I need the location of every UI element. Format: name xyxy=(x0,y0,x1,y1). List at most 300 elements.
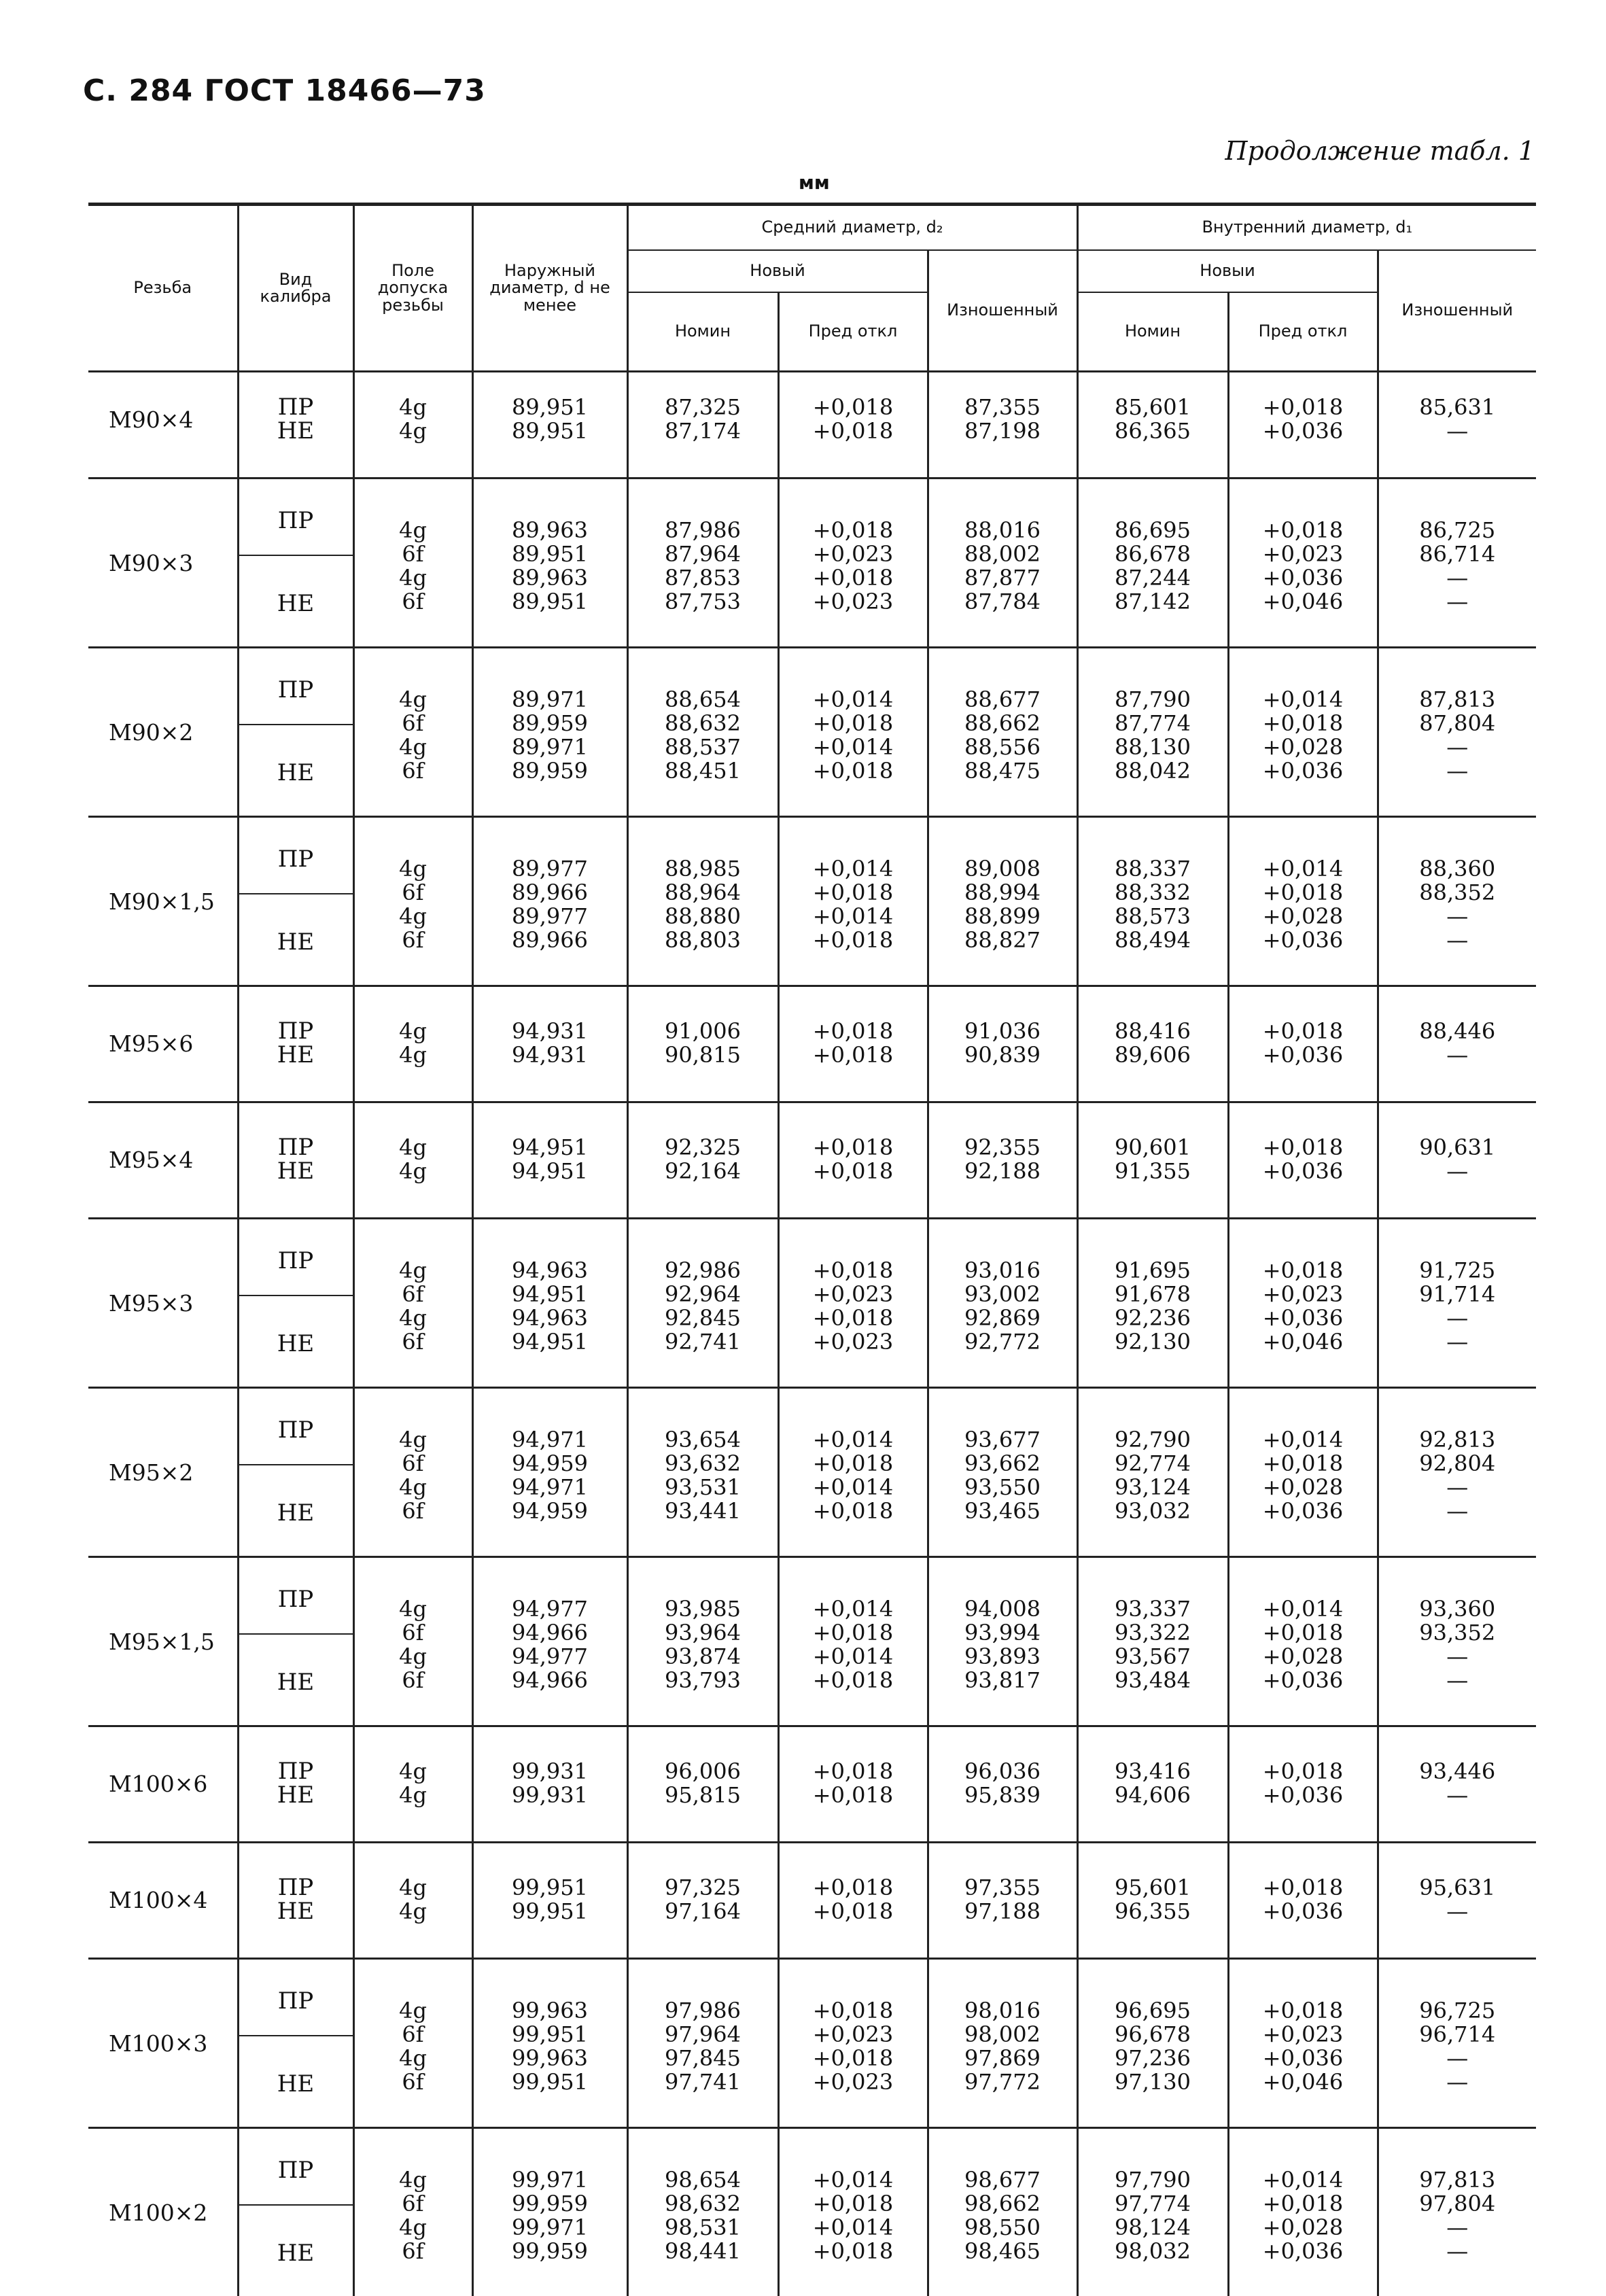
inner-nominal-value: 93,337 xyxy=(1081,1597,1225,1621)
col-mid-new: Новый xyxy=(627,250,928,292)
mid-worn-value: 97,188 xyxy=(932,1900,1074,1924)
col-thread: Резьба xyxy=(88,205,238,372)
inner-worn-value-cell xyxy=(1378,1388,1536,1557)
outer-diameter-value: 94,959 xyxy=(476,1452,624,1476)
mid-worn-value: 88,662 xyxy=(932,712,1074,735)
mid-worn-value: 88,002 xyxy=(932,542,1074,566)
mid-nominal-value: 87,853 xyxy=(631,566,775,590)
mid-deviation-value: +0,014 xyxy=(782,1645,924,1669)
inner-deviation-value: +0,046 xyxy=(1232,590,1374,614)
inner-deviation-value-cell xyxy=(1228,479,1378,648)
mid-nominal-value-cell xyxy=(627,1726,778,1843)
tolerance-value: 4g xyxy=(357,566,469,590)
mid-nominal-value: 93,985 xyxy=(631,1597,775,1621)
mid-worn-value: 88,827 xyxy=(932,928,1074,952)
mid-nominal-value: 97,964 xyxy=(631,2023,775,2047)
mid-deviation-value: +0,023 xyxy=(782,2070,924,2094)
inner-nominal-value: 88,130 xyxy=(1081,735,1225,759)
inner-nominal-value: 98,032 xyxy=(1081,2240,1225,2263)
mid-deviation-value: +0,014 xyxy=(782,857,924,881)
outer-diameter-value: 94,951 xyxy=(476,1160,624,1183)
tolerance-value: 6f xyxy=(357,928,469,952)
table-row xyxy=(88,1219,1536,1388)
inner-worn-value: 95,631 xyxy=(1382,1876,1534,1900)
inner-worn-value: 88,360 xyxy=(1382,857,1534,881)
outer-diameter-value: 94,966 xyxy=(476,1621,624,1645)
outer-diameter-value: 99,951 xyxy=(476,2023,624,2047)
gauge-go: ПР xyxy=(239,509,353,533)
mid-worn-value-cell xyxy=(928,2128,1077,2296)
gauge-type-cell xyxy=(238,1219,353,1388)
inner-nominal-value-cell xyxy=(1077,1959,1228,2128)
table-row xyxy=(88,372,1536,479)
mid-worn-value: 94,008 xyxy=(932,1597,1074,1621)
mid-worn-value: 92,188 xyxy=(932,1160,1074,1183)
inner-worn-value: — xyxy=(1382,1900,1534,1924)
outer-diameter-value: 94,951 xyxy=(476,1136,624,1160)
mid-deviation-value-cell xyxy=(778,372,928,479)
inner-deviation-value: +0,036 xyxy=(1232,1669,1374,1692)
inner-deviation-value: +0,014 xyxy=(1232,1428,1374,1452)
mid-nominal-value: 93,441 xyxy=(631,1499,775,1523)
mid-worn-value: 87,355 xyxy=(932,396,1074,419)
inner-worn-value: 97,804 xyxy=(1382,2192,1534,2216)
tolerance-value: 4g xyxy=(357,688,469,712)
table-row xyxy=(88,1959,1536,2128)
inner-worn-value-cell xyxy=(1378,817,1536,986)
inner-nominal-value: 97,130 xyxy=(1081,2070,1225,2094)
gauge-nogo: НЕ xyxy=(239,1501,353,1525)
mid-deviation-value: +0,018 xyxy=(782,419,924,443)
mid-deviation-value-cell xyxy=(778,1102,928,1219)
mid-worn-value: 88,556 xyxy=(932,735,1074,759)
outer-diameter-value: 99,931 xyxy=(476,1784,624,1807)
mid-worn-value: 98,016 xyxy=(932,1999,1074,2023)
mid-worn-value-cell xyxy=(928,1557,1077,1726)
outer-diameter-value: 94,966 xyxy=(476,1669,624,1692)
inner-deviation-value: +0,018 xyxy=(1232,396,1374,419)
mid-deviation-value-cell xyxy=(778,986,928,1102)
outer-diameter-value: 94,977 xyxy=(476,1645,624,1669)
inner-worn-value: 97,813 xyxy=(1382,2168,1534,2192)
inner-deviation-value: +0,023 xyxy=(1232,1283,1374,1306)
outer-diameter-value-cell xyxy=(472,1102,627,1219)
gauge-type-cell xyxy=(238,1557,353,1726)
thread-gauge-table xyxy=(88,203,1536,2296)
mid-deviation-value: +0,023 xyxy=(782,1330,924,1354)
inner-deviation-value-cell xyxy=(1228,648,1378,817)
thread-designation: М100×3 xyxy=(88,1959,238,2128)
mid-deviation-value: +0,018 xyxy=(782,2047,924,2070)
tolerance-value: 4g xyxy=(357,1597,469,1621)
mid-nominal-value: 97,845 xyxy=(631,2047,775,2070)
mid-worn-value: 89,008 xyxy=(932,857,1074,881)
table-row xyxy=(88,817,1536,986)
outer-diameter-value: 89,951 xyxy=(476,542,624,566)
inner-nominal-value: 98,124 xyxy=(1081,2216,1225,2240)
col-mid-deviation: Пред откл xyxy=(778,292,928,372)
mid-deviation-value-cell xyxy=(778,1219,928,1388)
tolerance-value: 6f xyxy=(357,2070,469,2094)
tolerance-value: 4g xyxy=(357,1020,469,1043)
tolerance-value: 6f xyxy=(357,712,469,735)
inner-deviation-value: +0,018 xyxy=(1232,712,1374,735)
inner-nominal-value: 92,236 xyxy=(1081,1306,1225,1330)
inner-nominal-value: 97,236 xyxy=(1081,2047,1225,2070)
mid-deviation-value: +0,018 xyxy=(782,759,924,783)
inner-nominal-value-cell xyxy=(1077,479,1228,648)
gauge-go: ПР xyxy=(242,1020,350,1043)
inner-nominal-value: 91,678 xyxy=(1081,1283,1225,1306)
tolerance-value-cell xyxy=(353,986,472,1102)
mid-deviation-value: +0,018 xyxy=(782,519,924,542)
tolerance-value: 4g xyxy=(357,1428,469,1452)
inner-deviation-value: +0,036 xyxy=(1232,2047,1374,2070)
outer-diameter-value: 94,951 xyxy=(476,1283,624,1306)
mid-deviation-value-cell xyxy=(778,1388,928,1557)
tolerance-value: 4g xyxy=(357,1259,469,1283)
inner-worn-value: 91,725 xyxy=(1382,1259,1534,1283)
inner-worn-value-cell xyxy=(1378,1102,1536,1219)
thread-designation: М100×6 xyxy=(88,1726,238,1843)
inner-deviation-value: +0,023 xyxy=(1232,2023,1374,2047)
gauge-type-cell xyxy=(238,1102,353,1219)
inner-deviation-value-cell xyxy=(1228,2128,1378,2296)
col-group-inner-diameter: Внутренний диаметр, d₁ xyxy=(1077,205,1536,251)
inner-nominal-value: 93,484 xyxy=(1081,1669,1225,1692)
inner-nominal-value: 87,790 xyxy=(1081,688,1225,712)
outer-diameter-value: 89,951 xyxy=(476,590,624,614)
inner-nominal-value: 86,678 xyxy=(1081,542,1225,566)
inner-nominal-value-cell xyxy=(1077,2128,1228,2296)
inner-worn-value: — xyxy=(1382,1330,1534,1354)
inner-worn-value: — xyxy=(1382,1784,1534,1807)
mid-worn-value: 93,465 xyxy=(932,1499,1074,1523)
mid-deviation-value: +0,018 xyxy=(782,1136,924,1160)
mid-nominal-value: 92,164 xyxy=(631,1160,775,1183)
mid-deviation-value: +0,014 xyxy=(782,1476,924,1499)
mid-deviation-value: +0,018 xyxy=(782,1784,924,1807)
col-inner-nominal: Номин xyxy=(1077,292,1228,372)
inner-nominal-value: 96,355 xyxy=(1081,1900,1225,1924)
mid-deviation-value: +0,018 xyxy=(782,1020,924,1043)
outer-diameter-value-cell xyxy=(472,648,627,817)
mid-deviation-value: +0,014 xyxy=(782,1428,924,1452)
mid-deviation-value: +0,014 xyxy=(782,905,924,928)
inner-nominal-value-cell xyxy=(1077,1102,1228,1219)
inner-worn-value: — xyxy=(1382,2240,1534,2263)
gauge-go: ПР xyxy=(242,1136,350,1160)
outer-diameter-value-cell xyxy=(472,1726,627,1843)
outer-diameter-value: 99,959 xyxy=(476,2192,624,2216)
mid-nominal-value: 92,986 xyxy=(631,1259,775,1283)
outer-diameter-value: 89,959 xyxy=(476,712,624,735)
table-header xyxy=(88,205,1536,372)
tolerance-value-cell xyxy=(353,479,472,648)
tolerance-value: 6f xyxy=(357,542,469,566)
gauge-type-cell xyxy=(238,1726,353,1843)
mid-deviation-value: +0,018 xyxy=(782,1621,924,1645)
mid-nominal-value: 87,964 xyxy=(631,542,775,566)
mid-nominal-value: 87,325 xyxy=(631,396,775,419)
outer-diameter-value-cell xyxy=(472,1219,627,1388)
mid-deviation-value: +0,018 xyxy=(782,1259,924,1283)
inner-deviation-value-cell xyxy=(1228,1219,1378,1388)
gauge-type-cell xyxy=(238,817,353,986)
inner-worn-value: 85,631 xyxy=(1382,396,1534,419)
mid-deviation-value-cell xyxy=(778,1959,928,2128)
col-inner-worn: Изношенный xyxy=(1378,250,1536,372)
inner-deviation-value-cell xyxy=(1228,1388,1378,1557)
inner-nominal-value: 88,337 xyxy=(1081,857,1225,881)
inner-nominal-value-cell xyxy=(1077,1219,1228,1388)
outer-diameter-value: 89,977 xyxy=(476,857,624,881)
mid-deviation-value: +0,018 xyxy=(782,1760,924,1784)
inner-deviation-value: +0,028 xyxy=(1232,905,1374,928)
gauge-go: ПР xyxy=(239,2159,353,2182)
inner-deviation-value: +0,036 xyxy=(1232,566,1374,590)
mid-worn-value-cell xyxy=(928,1959,1077,2128)
mid-nominal-value: 90,815 xyxy=(631,1043,775,1067)
table-row xyxy=(88,1726,1536,1843)
inner-deviation-value: +0,018 xyxy=(1232,1136,1374,1160)
inner-deviation-value: +0,014 xyxy=(1232,857,1374,881)
tolerance-value: 6f xyxy=(357,1330,469,1354)
inner-worn-value: 96,714 xyxy=(1382,2023,1534,2047)
gauge-nogo: НЕ xyxy=(242,419,350,443)
inner-deviation-value: +0,046 xyxy=(1232,2070,1374,2094)
units-label: мм xyxy=(799,171,830,194)
outer-diameter-value: 99,971 xyxy=(476,2216,624,2240)
table-row xyxy=(88,648,1536,817)
col-tolerance: Поле допуска резьбы xyxy=(353,205,472,372)
mid-worn-value: 93,893 xyxy=(932,1645,1074,1669)
mid-nominal-value-cell xyxy=(627,2128,778,2296)
mid-nominal-value: 91,006 xyxy=(631,1020,775,1043)
inner-nominal-value: 88,042 xyxy=(1081,759,1225,783)
thread-designation: М90×1,5 xyxy=(88,817,238,986)
mid-deviation-value-cell xyxy=(778,1726,928,1843)
inner-nominal-value: 93,322 xyxy=(1081,1621,1225,1645)
mid-worn-value: 95,839 xyxy=(932,1784,1074,1807)
tolerance-value-cell xyxy=(353,2128,472,2296)
mid-deviation-value: +0,018 xyxy=(782,1499,924,1523)
inner-deviation-value: +0,023 xyxy=(1232,542,1374,566)
inner-deviation-value-cell xyxy=(1228,986,1378,1102)
inner-deviation-value: +0,028 xyxy=(1232,1645,1374,1669)
mid-deviation-value: +0,018 xyxy=(782,396,924,419)
col-gauge-type: Вид калибра xyxy=(238,205,353,372)
col-outer-diameter: Наружный диаметр, d не менее xyxy=(472,205,627,372)
mid-deviation-value: +0,018 xyxy=(782,881,924,905)
outer-diameter-value: 94,959 xyxy=(476,1499,624,1523)
tolerance-value-cell xyxy=(353,1219,472,1388)
mid-deviation-value: +0,023 xyxy=(782,590,924,614)
tolerance-value: 6f xyxy=(357,1621,469,1645)
mid-nominal-value-cell xyxy=(627,1219,778,1388)
inner-worn-value: 96,725 xyxy=(1382,1999,1534,2023)
inner-deviation-value-cell xyxy=(1228,1843,1378,1959)
thread-designation: М90×4 xyxy=(88,372,238,479)
inner-nominal-value: 88,332 xyxy=(1081,881,1225,905)
tolerance-value: 6f xyxy=(357,881,469,905)
mid-nominal-value: 93,964 xyxy=(631,1621,775,1645)
mid-nominal-value: 87,753 xyxy=(631,590,775,614)
mid-deviation-value: +0,014 xyxy=(782,2216,924,2240)
tolerance-value: 6f xyxy=(357,2192,469,2216)
mid-nominal-value: 92,325 xyxy=(631,1136,775,1160)
inner-deviation-value: +0,014 xyxy=(1232,2168,1374,2192)
mid-worn-value: 93,016 xyxy=(932,1259,1074,1283)
mid-nominal-value: 93,632 xyxy=(631,1452,775,1476)
outer-diameter-value-cell xyxy=(472,1557,627,1726)
tolerance-value: 6f xyxy=(357,1452,469,1476)
col-inner-new: Новыи xyxy=(1077,250,1378,292)
mid-deviation-value: +0,023 xyxy=(782,542,924,566)
mid-deviation-value-cell xyxy=(778,2128,928,2296)
outer-diameter-value: 94,977 xyxy=(476,1597,624,1621)
tolerance-value-cell xyxy=(353,648,472,817)
mid-worn-value: 88,016 xyxy=(932,519,1074,542)
mid-worn-value: 91,036 xyxy=(932,1020,1074,1043)
mid-deviation-value: +0,018 xyxy=(782,712,924,735)
tolerance-value: 6f xyxy=(357,2023,469,2047)
inner-deviation-value: +0,036 xyxy=(1232,1499,1374,1523)
mid-worn-value: 97,355 xyxy=(932,1876,1074,1900)
inner-worn-value: 93,446 xyxy=(1382,1760,1534,1784)
inner-worn-value: — xyxy=(1382,1476,1534,1499)
mid-nominal-value: 93,531 xyxy=(631,1476,775,1499)
inner-nominal-value: 92,130 xyxy=(1081,1330,1225,1354)
mid-worn-value-cell xyxy=(928,1388,1077,1557)
mid-worn-value-cell xyxy=(928,1843,1077,1959)
inner-worn-value-cell xyxy=(1378,1843,1536,1959)
mid-nominal-value: 93,654 xyxy=(631,1428,775,1452)
mid-deviation-value: +0,018 xyxy=(782,2240,924,2263)
inner-worn-value: — xyxy=(1382,1645,1534,1669)
mid-nominal-value: 98,654 xyxy=(631,2168,775,2192)
inner-nominal-value: 97,774 xyxy=(1081,2192,1225,2216)
mid-nominal-value: 97,986 xyxy=(631,1999,775,2023)
inner-nominal-value: 88,416 xyxy=(1081,1020,1225,1043)
tolerance-value: 4g xyxy=(357,1784,469,1807)
tolerance-value: 4g xyxy=(357,1476,469,1499)
mid-nominal-value-cell xyxy=(627,1102,778,1219)
inner-nominal-value-cell xyxy=(1077,1726,1228,1843)
gauge-nogo: НЕ xyxy=(239,2072,353,2096)
inner-nominal-value: 95,601 xyxy=(1081,1876,1225,1900)
outer-diameter-value: 89,963 xyxy=(476,566,624,590)
inner-nominal-value: 89,606 xyxy=(1081,1043,1225,1067)
inner-worn-value: 91,714 xyxy=(1382,1283,1534,1306)
tolerance-value: 4g xyxy=(357,1900,469,1924)
inner-deviation-value: +0,018 xyxy=(1232,1621,1374,1645)
tolerance-value-cell xyxy=(353,372,472,479)
gauge-type-cell xyxy=(238,1843,353,1959)
outer-diameter-value: 99,931 xyxy=(476,1760,624,1784)
mid-nominal-value: 97,325 xyxy=(631,1876,775,1900)
inner-nominal-value-cell xyxy=(1077,648,1228,817)
mid-deviation-value: +0,018 xyxy=(782,2192,924,2216)
outer-diameter-value: 89,971 xyxy=(476,688,624,712)
inner-nominal-value: 88,573 xyxy=(1081,905,1225,928)
gauge-go: ПР xyxy=(239,1989,353,2013)
inner-deviation-value: +0,018 xyxy=(1232,1760,1374,1784)
mid-worn-value: 88,994 xyxy=(932,881,1074,905)
mid-nominal-value: 88,632 xyxy=(631,712,775,735)
inner-nominal-value: 93,567 xyxy=(1081,1645,1225,1669)
inner-worn-value-cell xyxy=(1378,648,1536,817)
mid-nominal-value: 93,793 xyxy=(631,1669,775,1692)
mid-deviation-value: +0,018 xyxy=(782,1876,924,1900)
inner-deviation-value: +0,014 xyxy=(1232,1597,1374,1621)
inner-nominal-value: 88,494 xyxy=(1081,928,1225,952)
mid-deviation-value: +0,018 xyxy=(782,1043,924,1067)
inner-deviation-value-cell xyxy=(1228,1102,1378,1219)
tolerance-value: 4g xyxy=(357,1760,469,1784)
inner-worn-value: 87,804 xyxy=(1382,712,1534,735)
tolerance-value-cell xyxy=(353,1102,472,1219)
mid-nominal-value: 88,537 xyxy=(631,735,775,759)
inner-worn-value-cell xyxy=(1378,479,1536,648)
gauge-type-cell xyxy=(238,986,353,1102)
mid-worn-value: 98,662 xyxy=(932,2192,1074,2216)
mid-nominal-value-cell xyxy=(627,479,778,648)
inner-nominal-value: 96,678 xyxy=(1081,2023,1225,2047)
inner-deviation-value: +0,018 xyxy=(1232,1876,1374,1900)
mid-nominal-value: 95,815 xyxy=(631,1784,775,1807)
mid-worn-value-cell xyxy=(928,986,1077,1102)
outer-diameter-value: 89,966 xyxy=(476,881,624,905)
table-row xyxy=(88,1102,1536,1219)
mid-nominal-value: 92,845 xyxy=(631,1306,775,1330)
inner-nominal-value: 97,790 xyxy=(1081,2168,1225,2192)
tolerance-value: 4g xyxy=(357,1645,469,1669)
gauge-go: ПР xyxy=(242,1876,350,1900)
inner-worn-value: — xyxy=(1382,590,1534,614)
mid-deviation-value: +0,014 xyxy=(782,688,924,712)
gauge-type-cell xyxy=(238,479,353,648)
tolerance-value-cell xyxy=(353,817,472,986)
outer-diameter-value: 89,966 xyxy=(476,928,624,952)
inner-deviation-value: +0,018 xyxy=(1232,1020,1374,1043)
mid-worn-value: 98,550 xyxy=(932,2216,1074,2240)
inner-deviation-value-cell xyxy=(1228,1959,1378,2128)
inner-deviation-value: +0,036 xyxy=(1232,2240,1374,2263)
mid-worn-value: 98,677 xyxy=(932,2168,1074,2192)
mid-deviation-value: +0,018 xyxy=(782,566,924,590)
mid-nominal-value: 92,741 xyxy=(631,1330,775,1354)
outer-diameter-value-cell xyxy=(472,986,627,1102)
tolerance-value: 4g xyxy=(357,1999,469,2023)
outer-diameter-value-cell xyxy=(472,372,627,479)
mid-nominal-value: 88,654 xyxy=(631,688,775,712)
mid-nominal-value-cell xyxy=(627,1557,778,1726)
inner-worn-value: — xyxy=(1382,1499,1534,1523)
inner-worn-value-cell xyxy=(1378,1959,1536,2128)
inner-deviation-value: +0,028 xyxy=(1232,2216,1374,2240)
mid-worn-value-cell xyxy=(928,817,1077,986)
inner-worn-value: 86,725 xyxy=(1382,519,1534,542)
mid-worn-value: 87,784 xyxy=(932,590,1074,614)
inner-nominal-value: 96,695 xyxy=(1081,1999,1225,2023)
mid-worn-value: 93,550 xyxy=(932,1476,1074,1499)
inner-deviation-value-cell xyxy=(1228,817,1378,986)
thread-designation: М90×3 xyxy=(88,479,238,648)
outer-diameter-value: 99,951 xyxy=(476,1876,624,1900)
mid-deviation-value: +0,014 xyxy=(782,1597,924,1621)
inner-worn-value: — xyxy=(1382,1669,1534,1692)
